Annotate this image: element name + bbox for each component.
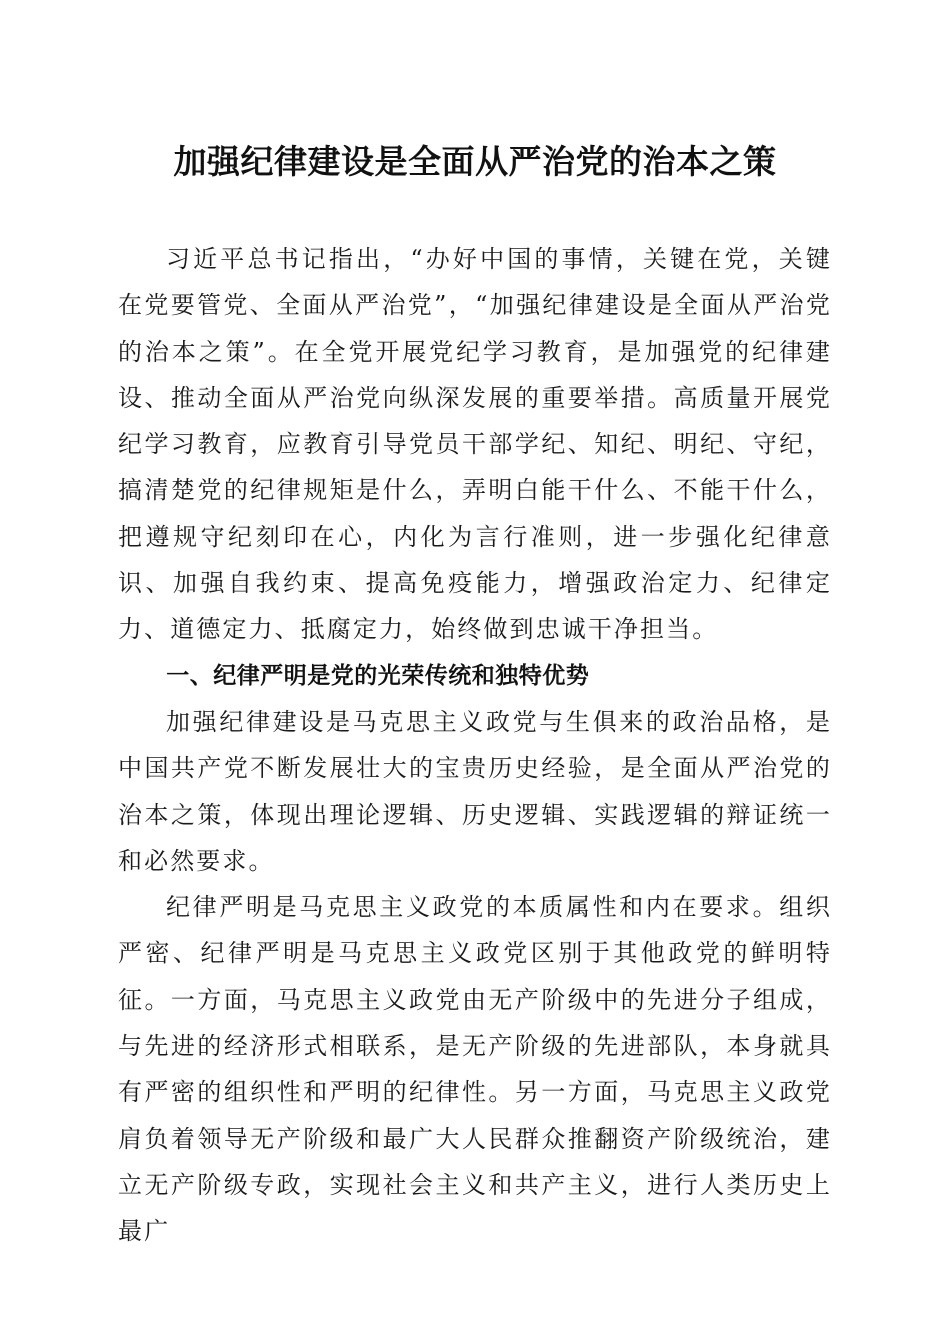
section1-paragraph-1: 加强纪律建设是马克思主义政党与生俱来的政治品格，是中国共产党不断发展壮大的宝贵历史经验，是全面从严治党的治本之策，体现出理论逻辑、历史逻辑、实践逻辑的辩证统一和必然要求。	[118, 707, 832, 875]
intro-paragraph: 习近平总书记指出，“办好中国的事情，关键在党，关键在党要管党、全面从严治党”，“加强纪律建设是全面从严治党的治本之策”。在全党开展党纪学习教育，是加强党的纪律建设、推动全面从严治党向纵深发展的重要举措。高质量开展党纪学习教育，应教育引导党员干部学纪、知纪、明纪、守纪，搞清楚党的纪律规矩是什么，弄明白能干什么、不能干什么，把遵规守纪刻印在心，内化为言行准则，进一步强化纪律意识、加强自我约束、提高免疫能力，增强政治定力、纪律定力、道德定力、抵腐定力，始终做到忠诚干净担当。	[118, 245, 832, 644]
document-title: 加强纪律建设是全面从严治党的治本之策	[173, 142, 777, 181]
document-body	[118, 236, 832, 1255]
section-heading-1: 一、纪律严明是党的光荣传统和独特优势	[166, 662, 590, 689]
section1-paragraph-2: 纪律严明是马克思主义政党的本质属性和内在要求。组织严密、纪律严明是马克思主义政党区别于其他政党的鲜明特征。一方面，马克思主义政党由无产阶级中的先进分子组成，与先进的经济形式相联系，是无产阶级的先进部队，本身就具有严密的组织性和严明的纪律性。另一方面，马克思主义政党肩负着领导无产阶级和最广大人民群众推翻资产阶级统治，建立无产阶级专政，实现社会主义和共产主义，进行人类历史上最广	[118, 893, 832, 1246]
